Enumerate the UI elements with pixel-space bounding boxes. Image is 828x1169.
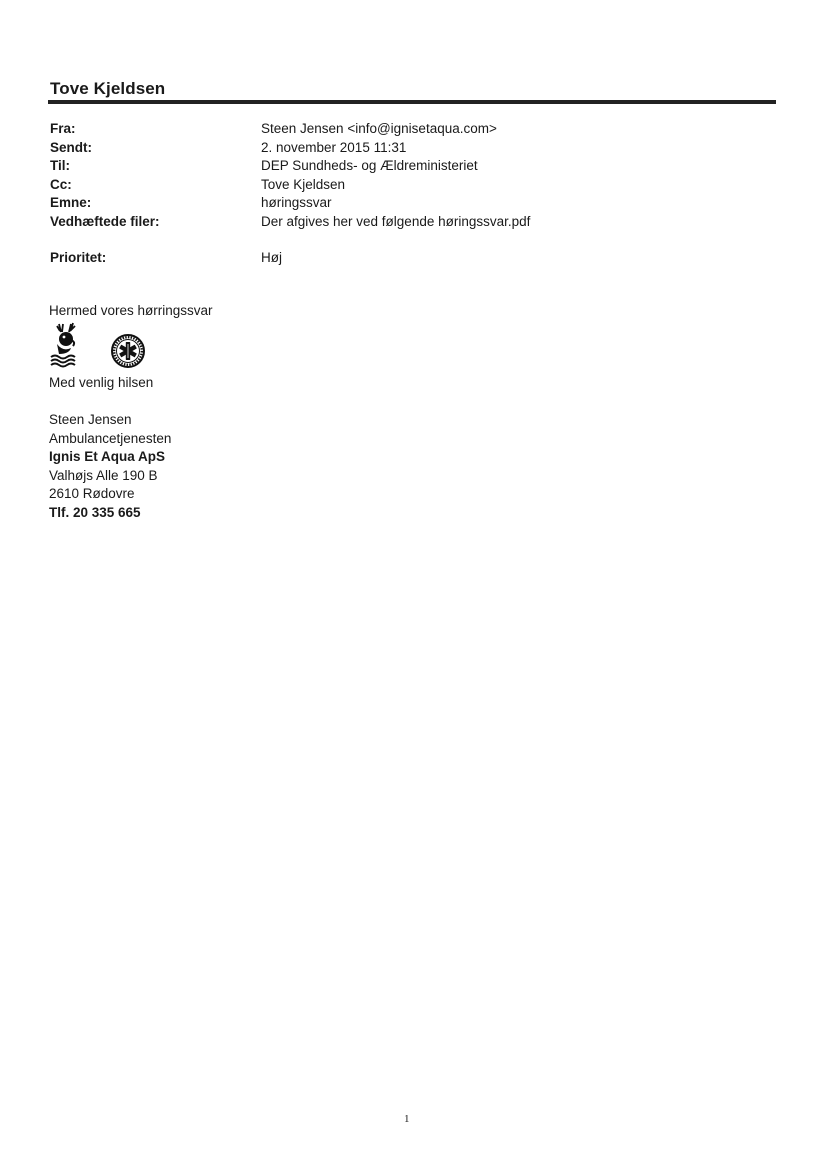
cc-value: Tove Kjeldsen	[261, 176, 346, 192]
signature-phone: Tlf. 20 335 665	[49, 504, 141, 520]
page-title: Tove Kjeldsen	[50, 79, 166, 98]
title-divider	[48, 100, 776, 104]
priority-label: Prioritet:	[50, 250, 107, 265]
subject-value: høringssvar	[261, 195, 332, 210]
from-label: Fra:	[50, 121, 76, 136]
subject-label: Emne:	[50, 195, 92, 210]
body-intro: Hermed vores hørringssvar	[49, 303, 213, 318]
attachments-value[interactable]: Der afgives her ved følgende høringssvar.pdf	[261, 213, 531, 229]
signature-department: Ambulancetjenesten	[49, 430, 172, 446]
fire-deer-logo-icon	[49, 322, 85, 368]
priority-value: Høj	[261, 250, 282, 265]
signature-city: 2610 Rødovre	[49, 486, 135, 501]
cc-label: Cc:	[50, 176, 72, 192]
to-value: DEP Sundheds- og Ældreministeriet	[261, 158, 478, 173]
page-number: 1	[404, 1113, 410, 1125]
closing-line: Med venlig hilsen	[49, 375, 154, 390]
signature-block	[49, 411, 171, 522]
to-label: Til:	[50, 158, 70, 173]
from-value: Steen Jensen <info@ignisetaqua.com>	[261, 121, 497, 136]
signature-name: Steen Jensen	[49, 412, 132, 427]
logo-row	[49, 322, 169, 372]
signature-street: Valhøjs Alle 190 B	[49, 467, 158, 483]
sent-label: Sendt:	[50, 139, 92, 155]
sent-value: 2. november 2015 11:31	[261, 139, 407, 155]
attachments-label: Vedhæftede filer:	[50, 213, 160, 229]
signature-company: Ignis Et Aqua ApS	[49, 449, 166, 464]
ambulance-star-of-life-icon	[111, 334, 145, 368]
